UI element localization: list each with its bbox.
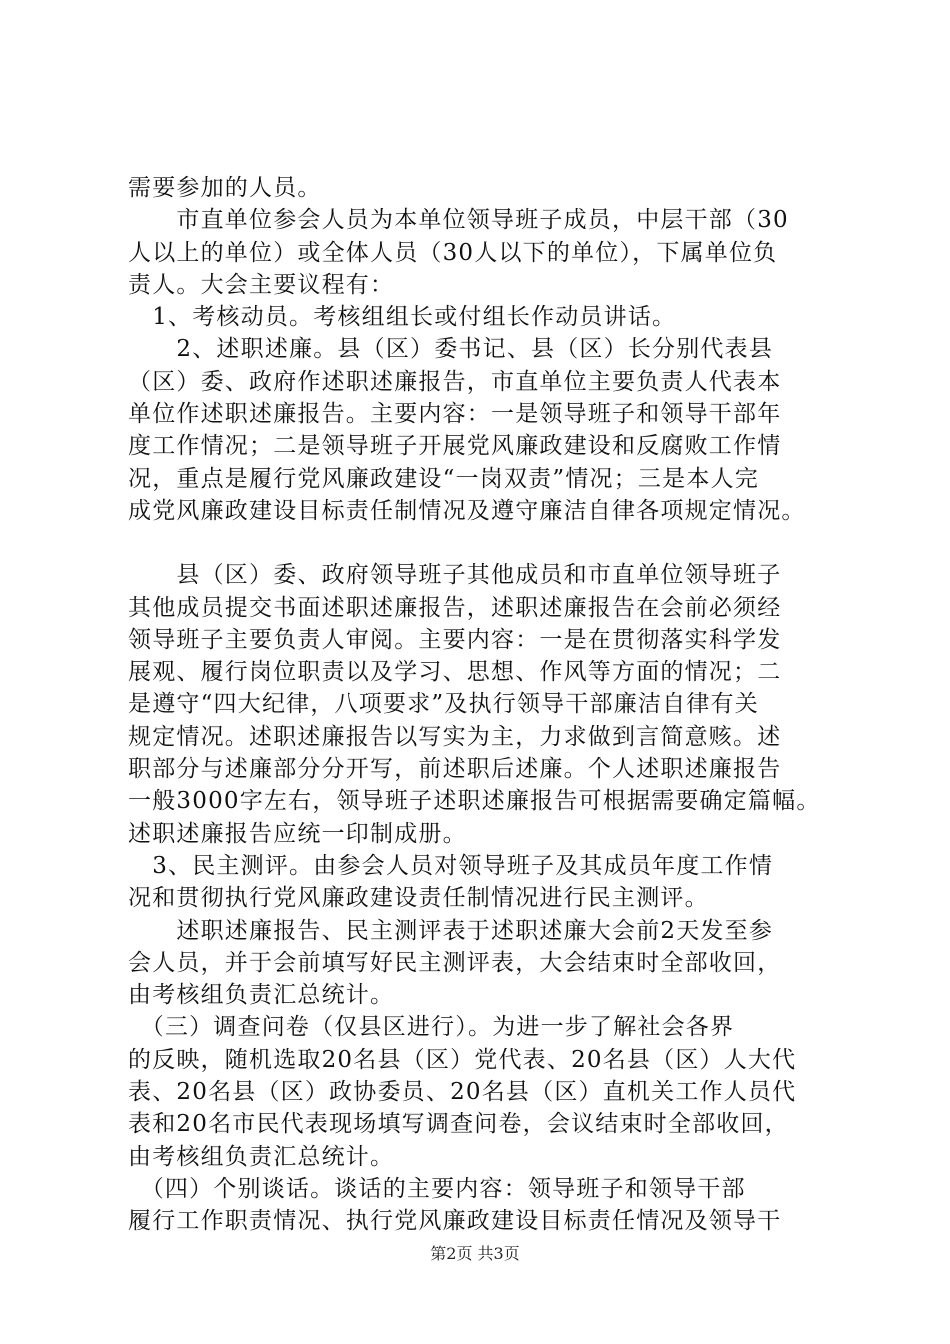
text-line: 展观、履行岗位职责以及学习、思想、作风等方面的情况；二 — [128, 659, 782, 686]
text-line: 表、20名县（区）政协委员、20名县（区）直机关工作人员代 — [128, 1079, 797, 1106]
text-line: 其他成员提交书面述职述廉报告，述职述廉报告在会前必须经 — [128, 594, 782, 621]
text-line: 人以上的单位）或全体人员（30人以下的单位），下属单位负 — [128, 239, 778, 266]
text-line: 会人员，并于会前填写好民主测评表，大会结束时全部收回， — [128, 949, 782, 976]
document-body — [128, 172, 843, 1238]
text-line: 成党风廉政建设目标责任制情况及遵守廉洁自律各项规定情况。 — [128, 497, 806, 524]
text-line: 述职述廉报告应统一印制成册。 — [128, 820, 467, 847]
text-line: 履行工作职责情况、执行党风廉政建设目标责任情况及领导干 — [128, 1208, 782, 1235]
text-line: 1、考核动员。考核组组长或付组长作动员讲话。 — [128, 304, 677, 331]
text-line: 职部分与述廉部分分开写，前述职后述廉。个人述职述廉报告 — [128, 756, 782, 783]
paragraph-gap — [128, 527, 843, 559]
text-line: 由考核组负责汇总统计。 — [128, 982, 395, 1009]
text-line: 况和贯彻执行党风廉政建设责任制情况进行民主测评。 — [128, 885, 709, 912]
text-line: 一般3000字左右，领导班子述职述廉报告可根据需要确定篇幅。 — [128, 788, 821, 815]
text-line: 述职述廉报告、民主测评表于述职述廉大会前2天发至参 — [128, 917, 774, 944]
text-line: 县（区）委、政府领导班子其他成员和市直单位领导班子 — [128, 562, 782, 589]
text-line: 3、民主测评。由参会人员对领导班子及其成员年度工作情 — [128, 852, 774, 879]
text-line: 的反映，随机选取20名县（区）党代表、20名县（区）人大代 — [128, 1046, 797, 1073]
text-line: 领导班子主要负责人审阅。主要内容：一是在贯彻落实科学发 — [128, 626, 782, 653]
text-line: 需要参加的人员。 — [128, 175, 322, 201]
page-number-footer: 第2页 共3页 — [430, 1244, 520, 1263]
text-line: 单位作述职述廉报告。主要内容：一是领导班子和领导干部年 — [128, 401, 782, 428]
text-line: 表和20名市民代表现场填写调查问卷，会议结束时全部收回， — [128, 1111, 789, 1138]
text-line: 责人。大会主要议程有： — [128, 271, 395, 298]
text-line: （四）个别谈话。谈话的主要内容：领导班子和领导干部 — [128, 1175, 746, 1202]
text-line: （区）委、政府作述职述廉报告，市直单位主要负责人代表本 — [128, 368, 782, 395]
text-line: （三）调查问卷（仅县区进行）。为进一步了解社会各界 — [128, 1014, 735, 1041]
text-line: 规定情况。述职述廉报告以写实为主，力求做到言简意赅。述 — [128, 723, 782, 750]
text-line: 是遵守“四大纪律，八项要求”及执行领导干部廉洁自律有关 — [128, 691, 759, 718]
text-line: 由考核组负责汇总统计。 — [128, 1143, 395, 1170]
text-line: 2、述职述廉。县（区）委书记、县（区）长分别代表县 — [128, 336, 774, 363]
text-line: 市直单位参会人员为本单位领导班子成员，中层干部（30 — [128, 207, 789, 234]
text-line: 况，重点是履行党风廉政建设“一岗双责”情况；三是本人完 — [128, 465, 759, 492]
text-line: 度工作情况；二是领导班子开展党风廉政建设和反腐败工作情 — [128, 433, 782, 460]
